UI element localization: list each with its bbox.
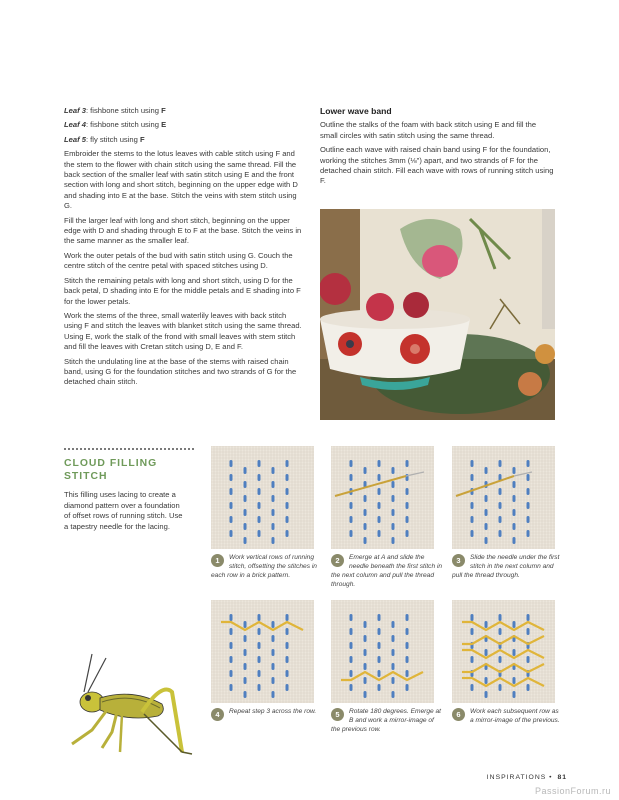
leaf4-label: Leaf 4 (64, 120, 86, 130)
section-divider (64, 448, 194, 450)
step-caption-text: Repeat step 3 across the row. (229, 708, 317, 715)
footer-section: INSPIRATIONS (486, 774, 547, 781)
grasshopper-illustration (62, 652, 196, 756)
step-number-badge: 1 (211, 554, 224, 567)
cloud-filling-title: CLOUD FILLING STITCH (64, 458, 158, 482)
step-caption (331, 707, 443, 734)
step-caption (211, 707, 323, 722)
step-4-illustration (211, 600, 314, 703)
step-6-illustration (452, 600, 555, 703)
instruction-paragraph: Work the stems of the three, small waterlily leaves with back stitch using F and stitch the leaves with blanket stitch using the same thread. Using E, work the stalk of the frond with small leaves with stem stitch and fill the leaves with Cretan stitch using D, E and F. (64, 310, 302, 352)
leaf4-line (64, 120, 304, 130)
step-caption-text: Work each subsequent row as a mirror-image of the previous. (470, 708, 560, 724)
leaf3-text: : fishbone stitch using (85, 106, 162, 115)
step-caption-text: Work vertical rows of running stitch, offsetting the stitches in each row in a brick pattern. (211, 554, 317, 579)
instruction-paragraph: Stitch the remaining petals with long and short stitch, using D for the back petal, D shading into E for the middle petals and E shading into F for the lower petals. (64, 275, 301, 306)
step-number-badge: 5 (331, 708, 344, 721)
watermark: PassionForum.ru (534, 786, 611, 796)
step-number-badge: 4 (211, 708, 224, 721)
footer-separator: • (549, 774, 553, 781)
step-caption-text: Slide the needle under the first stitch in the next column and pull the thread through. (452, 554, 560, 579)
step-3-illustration (452, 446, 555, 549)
instruction-paragraph: Stitch the undulating line at the base of the stems with raised chain band, using G for the foundation stitches and two strands of G for the detached chain stitch. (64, 356, 297, 387)
step-caption-text: Emerge at A and slide the needle beneath the first stitch in the next column and pull the thread through. (331, 554, 443, 588)
instruction-paragraph: Outline each wave with raised chain band using F for the foundation, working the stitches 3mm (⅛") apart, and two strands of F for the detached chain stitch. Fill each wave with rows of running stitch using F. (320, 145, 554, 186)
leaf5-line (64, 135, 304, 145)
embroidery-bowl-photo (320, 209, 555, 420)
step-caption (452, 553, 564, 580)
instruction-paragraph: Work the outer petals of the bud with satin stitch using G. Couch the centre stitch of the centre petal with spaced stitches using D. (64, 250, 293, 271)
step-number-badge: 2 (331, 554, 344, 567)
step-caption (331, 553, 443, 589)
leaf3-label: Leaf 3 (64, 106, 86, 115)
page-footer (487, 774, 567, 781)
instruction-paragraph: Outline the stalks of the foam with back stitch using E and fill the small circles with satin stitch using the same thread. (320, 120, 537, 140)
right-column (320, 106, 555, 191)
step-number-badge: 3 (452, 554, 465, 567)
leaf5-label: Leaf 5 (64, 134, 86, 144)
section-heading: Lower wave band (320, 106, 392, 116)
leaf5-text: : fly stitch using (85, 134, 140, 144)
step-caption-text: Rotate 180 degrees. Emerge at B and work a mirror-image of the previous row. (331, 708, 442, 733)
leaf4-thread: E (161, 120, 167, 130)
step-number-badge: 6 (452, 708, 465, 721)
leaf4-text: : fishbone stitch using (85, 120, 162, 130)
left-column (64, 106, 304, 392)
leaf3-line (64, 106, 304, 116)
instruction-paragraph: Embroider the stems to the lotus leaves with cable stitch using F and the stem to the flower with chain stitch using the same thread. Fill the back section of the smaller leaf with satin stitch using E and the front section with long and short stitch, beginning on the upper edge with D and shading into E at the base. Stitch the veins with stem stitch using G. (64, 149, 298, 211)
step-1-illustration (211, 446, 314, 549)
cloud-filling-intro: This filling uses lacing to create a diamond pattern over a foundation of offset rows of running stitch. Use a tapestry needle for the lacing. (64, 490, 183, 531)
leaf5-thread: F (139, 134, 145, 144)
page-number: 81 (557, 774, 567, 781)
step-caption (211, 553, 323, 580)
step-caption (452, 707, 564, 725)
step-5-illustration (331, 600, 434, 703)
step-2-illustration (331, 446, 434, 549)
leaf3-thread: F (161, 106, 166, 115)
instruction-paragraph: Fill the larger leaf with long and short stitch, beginning on the upper edge with D and shading through E to F at the base. Stitch the veins in the same manner as the smaller leaf. (64, 215, 302, 246)
